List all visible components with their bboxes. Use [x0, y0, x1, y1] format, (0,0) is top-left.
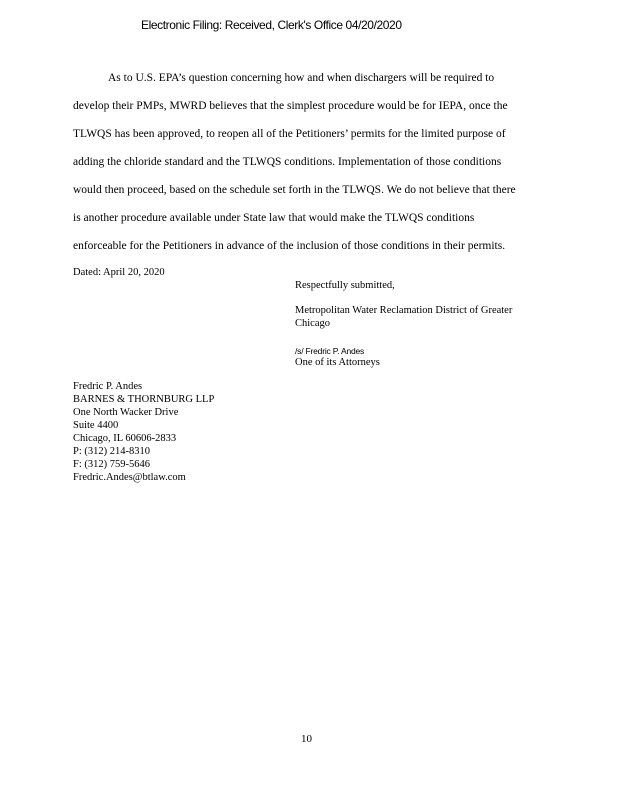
- organization-line-2: Chicago: [295, 318, 330, 329]
- paragraph-line-7: enforceable for the Petitioners in advance of the inclusion of those conditions in their permits.: [73, 240, 506, 252]
- paragraph-line-6: is another procedure available under State law that would make the TLWQS conditions: [73, 212, 475, 224]
- paragraph-line-1: As to U.S. EPA’s question concerning how and when dischargers will be required to: [108, 72, 495, 84]
- dated-line: Dated: April 20, 2020: [73, 267, 165, 278]
- contact-city: Chicago, IL 60606-2833: [73, 433, 177, 444]
- contact-name: Fredric P. Andes: [73, 381, 143, 392]
- paragraph-line-4: adding the chloride standard and the TLWQS conditions. Implementation of those conditions: [73, 156, 502, 168]
- organization-line-1: Metropolitan Water Reclamation District of Greater: [295, 305, 513, 316]
- contact-email[interactable]: Fredric.Andes@btlaw.com: [73, 472, 186, 483]
- paragraph-line-5: would then proceed, based on the schedule set forth in the TLWQS. We do not believe that there: [73, 184, 516, 196]
- signer-role: One of its Attorneys: [295, 357, 380, 368]
- contact-firm: BARNES & THORNBURG LLP: [73, 394, 215, 405]
- contact-phone: P: (312) 214-8310: [73, 446, 150, 457]
- filing-stamp-header: Electronic Filing: Received, Clerk's Office 04/20/2020: [141, 18, 402, 32]
- paragraph-line-3: TLWQS has been approved, to reopen all of the Petitioners’ permits for the limited purpose of: [73, 128, 506, 140]
- page-number: 10: [301, 733, 312, 745]
- closing-text: Respectfully submitted,: [295, 280, 395, 291]
- contact-suite: Suite 4400: [73, 420, 119, 431]
- contact-street: One North Wacker Drive: [73, 407, 179, 418]
- paragraph-line-2: develop their PMPs, MWRD believes that the simplest procedure would be for IEPA, once the: [73, 100, 508, 112]
- electronic-signature: /s/ Fredric P. Andes: [295, 346, 365, 356]
- contact-fax: F: (312) 759-5646: [73, 459, 150, 470]
